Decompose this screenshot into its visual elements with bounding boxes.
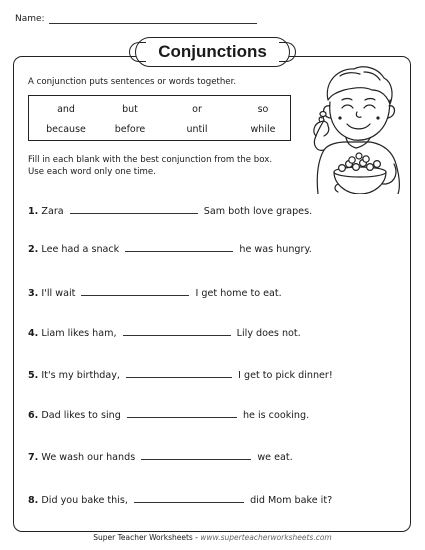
word-box-item: before — [114, 124, 146, 135]
intro-text: A conjunction puts sentences or words together. — [28, 77, 237, 87]
question-number: 3. — [28, 288, 39, 299]
question-2 — [28, 242, 312, 255]
question-text-after: I get home to eat. — [195, 288, 282, 299]
question-text-after: did Mom bake it? — [250, 495, 333, 506]
question-number: 1. — [28, 206, 39, 217]
footer-separator: - — [192, 533, 201, 542]
conjunction-word-box — [28, 95, 291, 141]
answer-blank[interactable] — [127, 408, 237, 418]
question-text-before: Dad likes to sing — [41, 410, 121, 421]
word-box-item: and — [57, 104, 75, 115]
answer-blank[interactable] — [123, 326, 231, 336]
question-text-before: Zara — [41, 206, 64, 217]
question-text-before: Did you bake this, — [41, 495, 128, 506]
question-text-after: we eat. — [257, 452, 293, 463]
footer — [0, 533, 425, 542]
question-number: 4. — [28, 328, 39, 339]
answer-blank[interactable] — [141, 450, 251, 460]
instructions-line: Use each word only one time. — [28, 167, 156, 177]
question-1 — [28, 204, 312, 217]
question-8 — [28, 493, 332, 506]
answer-blank[interactable] — [134, 493, 244, 503]
question-text-before: We wash our hands — [41, 452, 136, 463]
question-number: 6. — [28, 410, 39, 421]
footer-brand: Super Teacher Worksheets — [93, 533, 193, 542]
question-text-before: Liam likes ham, — [41, 328, 117, 339]
instructions — [28, 154, 272, 178]
answer-blank[interactable] — [126, 368, 232, 378]
word-box-item: while — [250, 124, 276, 135]
word-box-item: so — [257, 104, 269, 115]
page-title — [135, 37, 290, 67]
question-text-after: Lily does not. — [236, 328, 301, 339]
answer-blank[interactable] — [125, 242, 233, 252]
word-box-item: or — [192, 104, 202, 115]
boy-eating-cereal-illustration — [294, 60, 410, 194]
answer-blank[interactable] — [70, 204, 198, 214]
question-3 — [28, 286, 282, 299]
question-number: 7. — [28, 452, 39, 463]
question-7 — [28, 450, 293, 463]
question-4 — [28, 326, 301, 339]
footer-site-link[interactable]: www.superteacherworksheets.com — [200, 533, 332, 542]
instructions-line: Fill in each blank with the best conjunction from the box. — [28, 155, 273, 165]
question-6 — [28, 408, 309, 421]
word-box-item: but — [122, 104, 138, 115]
question-text-after: I get to pick dinner! — [238, 370, 333, 381]
question-text-after: Sam both love grapes. — [203, 206, 313, 217]
question-text-after: he is cooking. — [242, 410, 310, 421]
answer-blank[interactable] — [81, 286, 189, 296]
question-number: 8. — [28, 495, 39, 506]
name-blank-line[interactable] — [49, 14, 257, 24]
question-text-before: It's my birthday, — [41, 370, 120, 381]
question-5 — [28, 368, 333, 381]
name-label: Name: — [15, 14, 45, 24]
question-text-before: Lee had a snack — [41, 244, 120, 255]
word-box-item: until — [186, 124, 208, 135]
question-text-before: I'll wait — [41, 288, 76, 299]
page-title-text: Conjunctions — [158, 42, 267, 61]
question-number: 5. — [28, 370, 39, 381]
word-box-item: because — [46, 124, 86, 135]
question-text-after: he was hungry. — [239, 244, 312, 255]
question-number: 2. — [28, 244, 39, 255]
name-field-row — [15, 14, 257, 24]
